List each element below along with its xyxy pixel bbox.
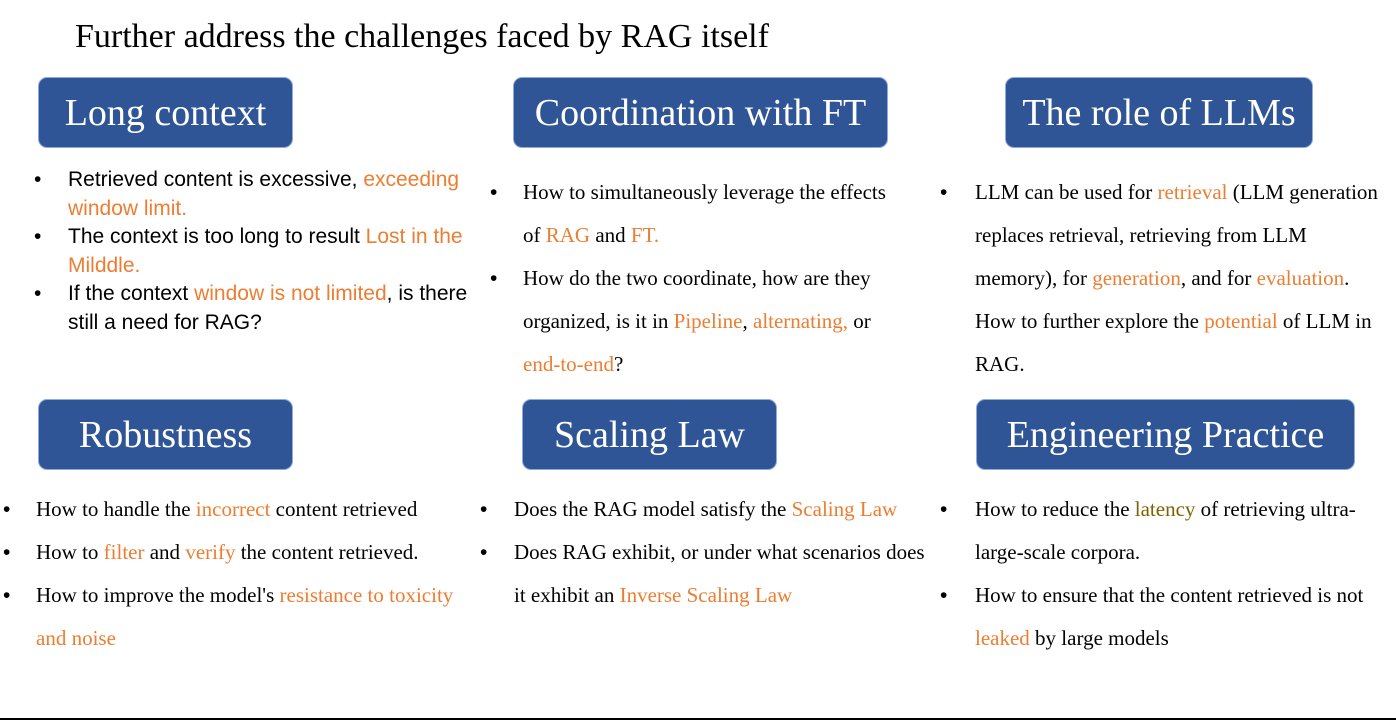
bullet-item [940,488,1385,574]
highlight-text: filter [103,540,145,564]
bullet-text: of LLM in RAG. [975,309,1372,376]
bullet-text: . How to further explore the [975,266,1350,333]
highlight-text: window is not limited [194,282,387,305]
bullet-text: , [742,309,753,333]
bullet-item [38,223,478,280]
bullet-text: Does RAG exhibit, or under what scenarios does it exhibit an [514,540,925,607]
highlight-text: latency [1134,497,1196,521]
highlight-text: potential [1204,309,1278,333]
bullet-text: How to ensure that the content retrieved is not [975,583,1364,607]
engineering-practice-heading: Engineering Practice [976,399,1355,470]
bullet-item [940,574,1385,660]
role-of-llms-list [940,171,1380,386]
bullet-text: (LLM generation replaces retrieval, retrieving from LLM memory), for [975,180,1378,290]
bullet-item [480,488,930,531]
bullet-item [38,166,478,223]
highlight-text: leaked [975,626,1030,650]
highlight-text: verify [185,540,236,564]
bullet-text: How to improve the model's [36,583,280,607]
bullet-item [3,488,478,531]
bullet-text: Retrieved content is excessive, [68,168,364,191]
highlight-text: Pipeline [673,309,743,333]
bullet-text: , is there still a need for RAG? [68,282,468,334]
highlight-text: Inverse Scaling Law [619,583,793,607]
bullet-text: LLM can be used for [975,180,1158,204]
highlight-text: RAG [545,223,591,247]
highlight-text: retrieval [1157,180,1228,204]
highlight-text: exceeding window limit. [68,168,460,220]
highlight-text: Scaling Law [791,497,898,521]
highlight-text: resistance to toxicity and noise [36,583,454,650]
bullet-item [490,171,890,257]
long-context-heading: Long context [38,77,293,148]
highlight-text: generation [1092,266,1181,290]
bullet-text: content retrieved [270,497,418,521]
scaling-law-list [480,488,930,617]
bullet-item [3,574,478,660]
bullet-item [490,257,890,386]
bottom-divider [0,718,1396,720]
page-title: Further address the challenges faced by RAG itself [75,18,769,55]
bullet-text: the content retrieved. [235,540,419,564]
bullet-text: How to handle the [36,497,196,521]
highlight-text: incorrect [195,497,271,521]
scaling-law-heading: Scaling Law [522,399,777,470]
robustness-list [3,488,478,660]
bullet-text: Does the RAG model satisfy the [514,497,792,521]
role-of-llms-heading: The role of LLMs [1005,77,1313,148]
bullet-text: ? [613,352,624,376]
bullet-text: by large models [1029,626,1169,650]
bullet-text: The context is too long to result [68,225,366,248]
highlight-text: FT. [630,223,660,247]
bullet-item [3,531,478,574]
robustness-heading: Robustness [38,399,293,470]
bullet-text: How do the two coordinate, how are they organized, is it in [523,266,871,333]
highlight-text: evaluation [1256,266,1345,290]
bullet-text: How to [36,540,104,564]
bullet-text: How to reduce the [975,497,1135,521]
bullet-item [940,171,1380,386]
coordination-with-ft-heading: Coordination with FT [513,77,888,148]
bullet-text: and [590,223,631,247]
bullet-item [480,531,930,617]
bullet-text: , and for [1180,266,1257,290]
bullet-text: If the context [68,282,195,305]
long-context-list [38,166,478,337]
engineering-practice-list [940,488,1385,660]
bullet-text: and [144,540,186,564]
highlight-text: alternating, [753,309,849,333]
bullet-text: or [848,309,871,333]
bullet-item [38,280,478,337]
bullet-text: of retrieving ultra-large-scale corpora. [975,497,1356,564]
highlight-text: Lost in the Milddle. [68,225,463,277]
bullet-text: How to simultaneously leverage the effects of [523,180,886,247]
coordination-with-ft-list [490,171,890,386]
highlight-text: end-to-end [523,352,614,376]
